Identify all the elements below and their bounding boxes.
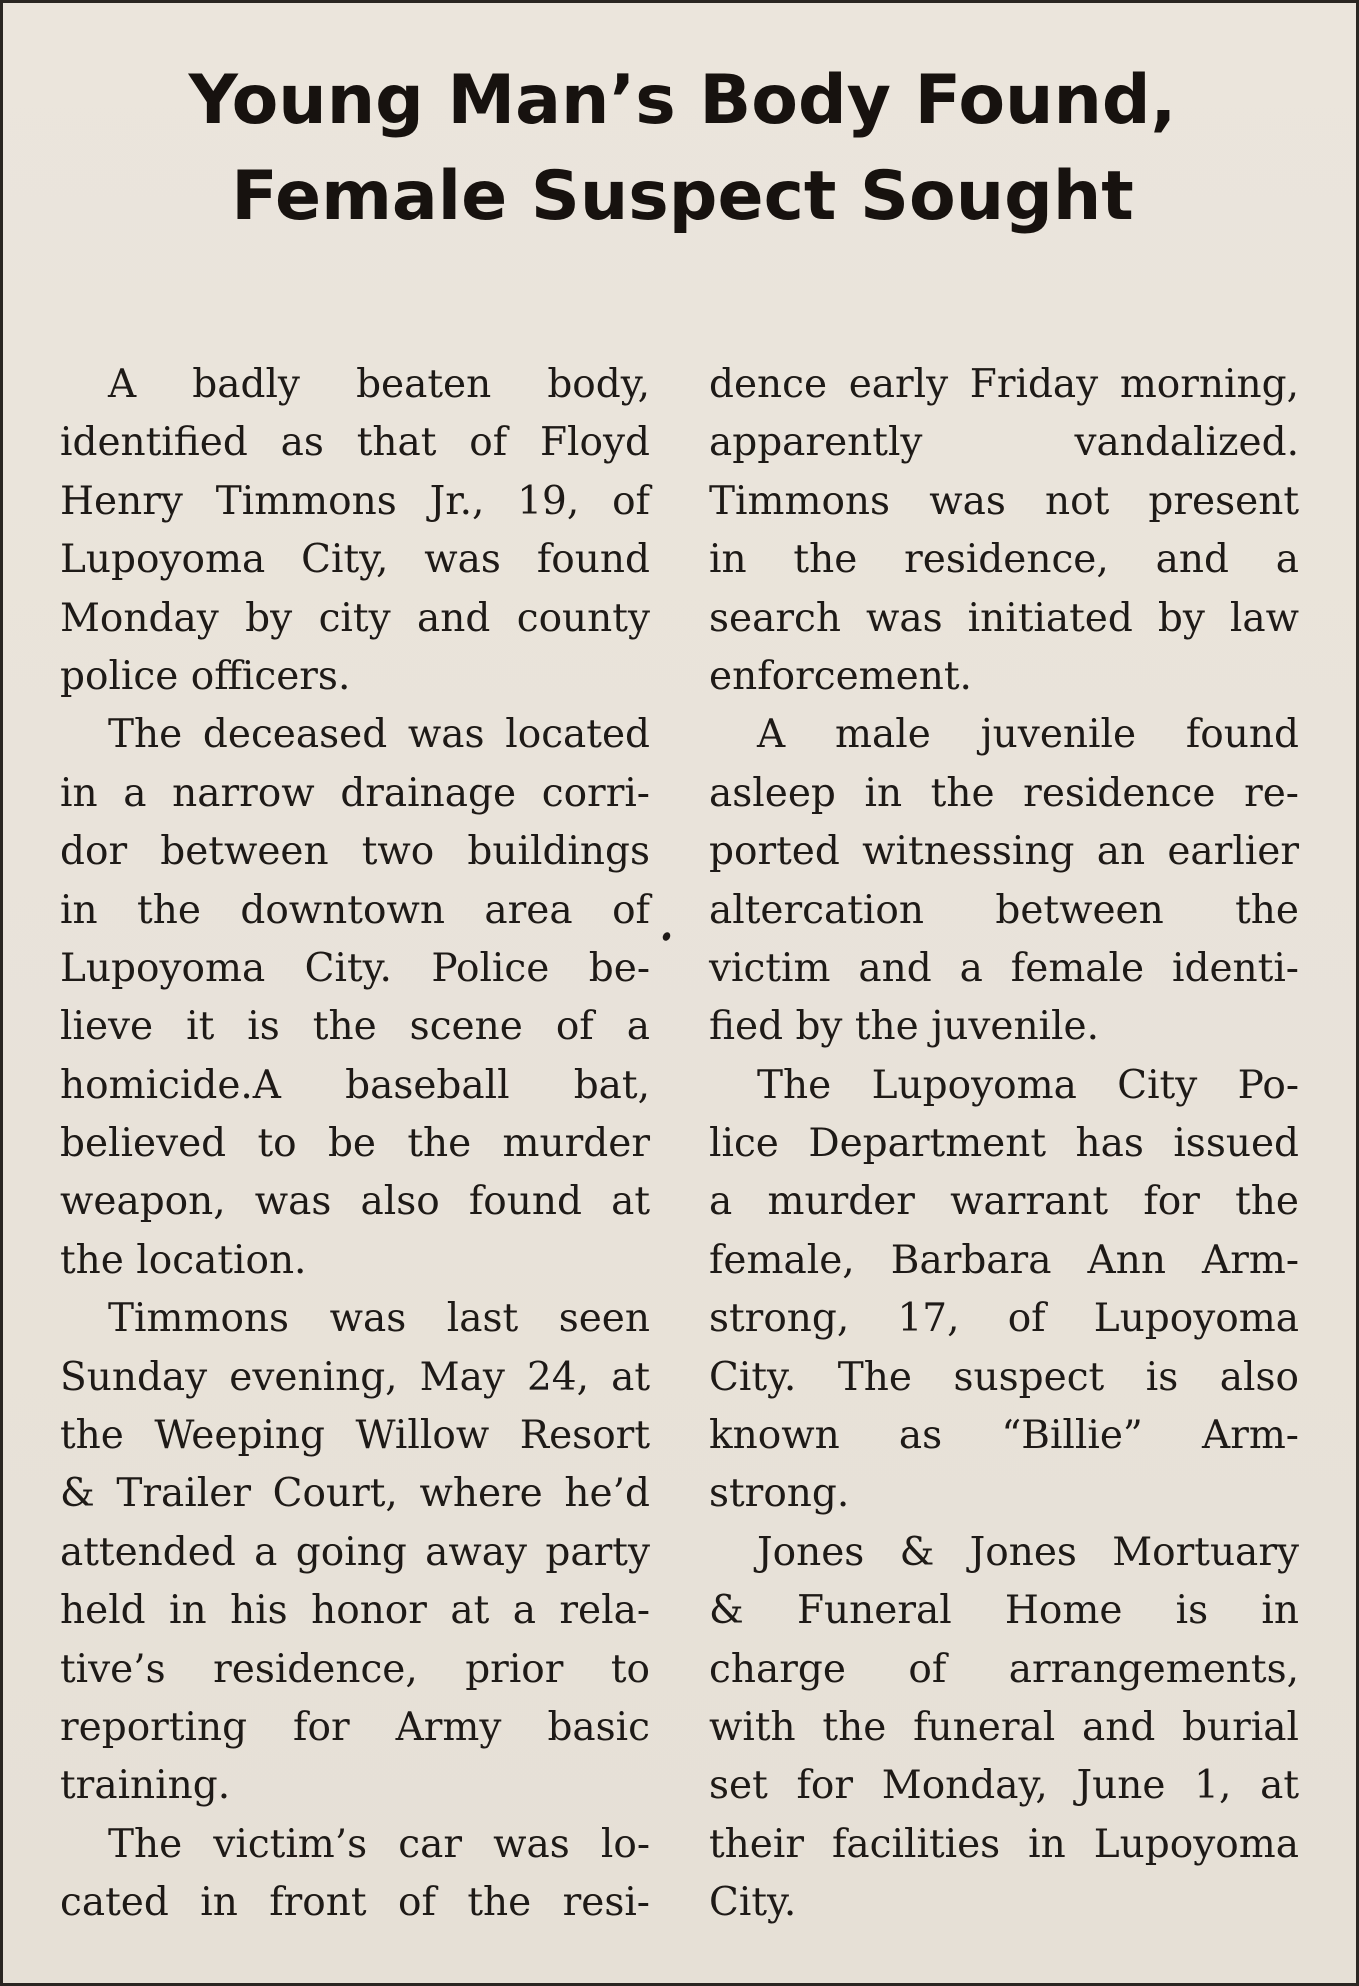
article-line: training. [60,1763,231,1809]
article-column-right [709,356,1299,1933]
article-line: the location. [60,1237,307,1283]
article-line: City. [709,1880,797,1926]
article-line: strong. [709,1471,850,1517]
article-line: the Weeping Willow Resort [60,1413,650,1459]
article-line: & Trailer Court, where he’d [60,1471,650,1517]
article-line: Timmons was not present [709,478,1299,524]
article-line: asleep in the residence re- [709,770,1299,816]
article-line: weapon, was also found at [60,1179,650,1225]
article-line: tive’s residence, prior to [60,1646,650,1692]
article-line: City. The suspect is also [709,1354,1299,1400]
article-line: in the downtown area of [60,887,650,933]
article-line: apparently vandalized. [709,420,1299,466]
article-line: Henry Timmons Jr., 19, of [60,478,650,524]
article-line: fied by the juvenile. [709,1004,1099,1050]
article-line: held in his honor at a rela- [60,1588,650,1634]
headline-line-1: Young Man’s Body Found, [188,61,1177,140]
article-line: enforcement. [709,653,972,699]
article-line: Timmons was last seen [108,1296,650,1342]
article-line: dor between two buildings [60,829,650,875]
article-line: The deceased was located [108,712,650,758]
article-line: in a narrow drainage corri- [60,770,650,816]
article-line: victim and a female identi- [709,945,1299,991]
article-line: A male juvenile found [757,712,1299,758]
article-line: known as “Billie” Arm- [709,1413,1299,1459]
article-line: reporting for Army basic [60,1704,650,1750]
article-line: & Funeral Home is in [709,1588,1299,1634]
article-line: lice Department has issued [709,1121,1299,1167]
article-line: a murder warrant for the [709,1179,1299,1225]
article-line: Sunday evening, May 24, at [60,1354,650,1400]
article-line: Monday by city and county [60,595,650,641]
article-line: ported witnessing an earlier [709,829,1299,875]
article-line: in the residence, and a [709,537,1299,583]
article-line: charge of arrangements, [709,1646,1299,1692]
article-line: their facilities in Lupoyoma [709,1821,1299,1867]
article-line: homicide.A baseball bat, [60,1062,650,1108]
article-line: set for Monday, June 1, at [709,1763,1299,1809]
article-line: Lupoyoma City. Police be- [60,945,650,991]
article-line: The Lupoyoma City Po- [757,1062,1299,1108]
article-line: with the funeral and burial [709,1704,1299,1750]
article-line: A badly beaten body, [108,362,650,407]
article-line: Lupoyoma City, was found [60,537,650,583]
article-line: Jones & Jones Mortuary [757,1529,1299,1575]
article-line: attended a going away party [60,1529,650,1575]
article-line: female, Barbara Ann Arm- [709,1237,1299,1283]
article-line: search was initiated by law [709,595,1299,641]
article-line: police officers. [60,653,351,699]
article-line: cated in front of the resi- [60,1880,650,1926]
headline-line-2: Female Suspect Sought [231,157,1134,236]
article-line: lieve it is the scene of a [60,1004,650,1050]
headline [3,53,1359,245]
article-line: dence early Friday morning, [709,362,1299,407]
article-line: altercation between the [709,887,1299,933]
article-line: The victim’s car was lo- [108,1821,650,1867]
article-line: identified as that of Floyd [60,420,650,466]
article-line: strong, 17, of Lupoyoma [709,1296,1299,1342]
article-column-left [60,356,650,1933]
article-line: believed to be the murder [60,1121,650,1167]
ink-speck [661,931,672,942]
